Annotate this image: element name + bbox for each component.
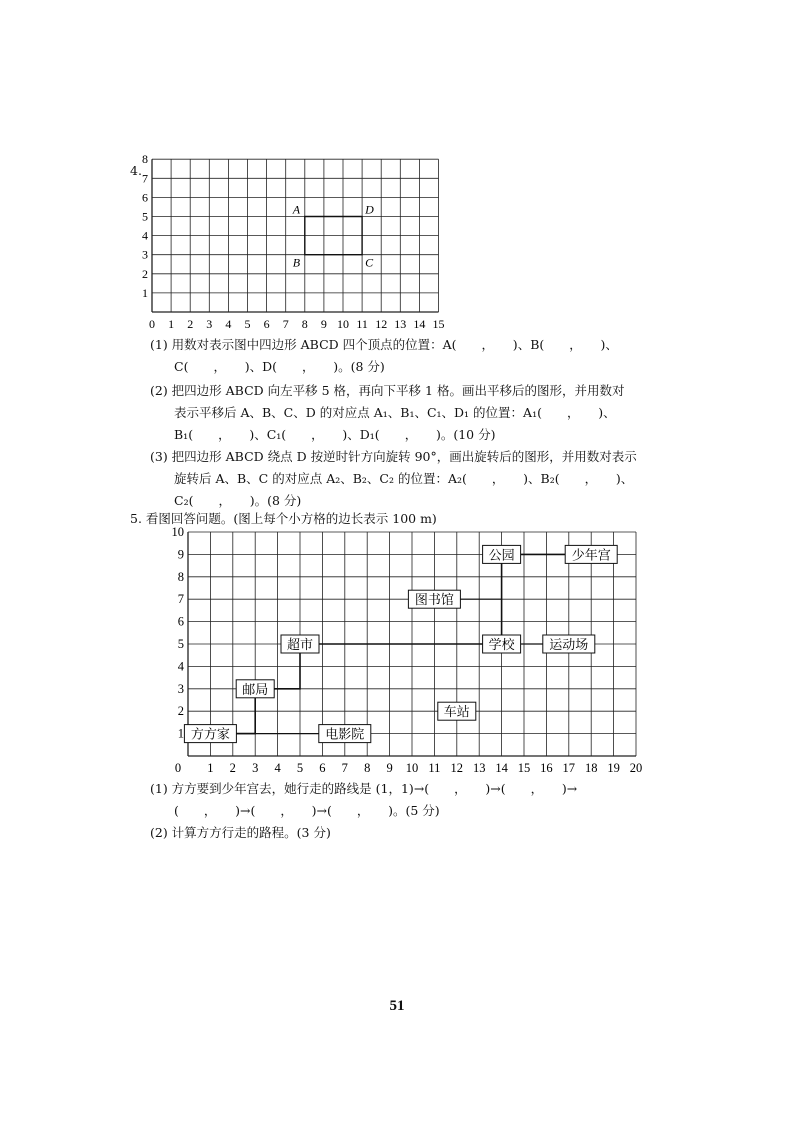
q5-x-tick: 2 (229, 761, 236, 775)
q4-y-tick: 8 (142, 152, 148, 167)
q4-y-tick: 5 (142, 209, 148, 224)
q5-x-tick: 15 (517, 761, 531, 775)
q5-y-tick: 9 (177, 547, 184, 562)
q4-x-tick: 2 (187, 317, 194, 331)
q5-x-tick: 14 (495, 761, 508, 775)
q5-x-tick: 18 (584, 761, 598, 775)
q4-number: 4. (130, 163, 142, 178)
q4-sub1-line1: (1) 用数对表示图中四边形 ABCD 四个顶点的位置：A( ， )、B( ， )、 (150, 337, 618, 352)
q5-x-tick: 6 (319, 761, 326, 775)
q4-y-tick: 7 (142, 171, 148, 186)
q5-x-tick: 11 (428, 761, 441, 775)
q5-place-label: 图书馆 (414, 592, 454, 608)
q5-x-tick: 20 (629, 761, 643, 775)
page-number: 51 (389, 998, 405, 1014)
q5-x-tick: 1 (207, 761, 214, 775)
q4-y-tick: 6 (142, 190, 148, 205)
q4-x-tick: 1 (168, 317, 175, 331)
q5-place-label: 公园 (488, 547, 515, 563)
q5-x-tick: 8 (364, 761, 371, 775)
q4-point-label: C (365, 255, 374, 270)
q5-place-label: 超市 (286, 637, 314, 652)
q5-sub1-line1: (1) 方方要到少年宫去，她行走的路线是 (1，1)→( ， )→( ， )→ (150, 781, 578, 796)
q5-sub1-line2: ( ， )→( ， )→( ， )。(5 分) (174, 803, 440, 818)
q5-y-tick: 8 (177, 569, 184, 584)
q4-x-tick: 4 (225, 317, 232, 331)
q5-place-label: 少年宫 (571, 547, 611, 563)
q5-x-tick: 10 (405, 761, 419, 775)
q4-x-tick: 12 (375, 317, 388, 331)
q5-title: 5. 看图回答问题。(图上每个小方格的边长表示 100 m) (130, 511, 437, 526)
q5-x-tick: 13 (472, 761, 486, 775)
q5-place-label: 电影院 (325, 726, 365, 742)
q5-x-tick: 9 (386, 761, 393, 775)
q5-map-grid (165, 525, 655, 778)
q4-y-tick: 2 (142, 266, 148, 281)
q5-y-tick: 1 (177, 726, 184, 741)
q5-y-tick: 10 (171, 525, 184, 539)
q4-x-tick: 6 (263, 317, 270, 331)
q5-x-tick: 12 (450, 761, 464, 775)
q4-sub2-line1: (2) 把四边形 ABCD 向左平移 5 格，再向下平移 1 格。画出平移后的图形，并用数对 (150, 383, 625, 398)
q5-place-label: 方方家 (190, 726, 230, 742)
q4-sub2-line2: 表示平移后 A、B、C、D 的对应点 A₁、B₁、C₁、D₁ 的位置：A₁( ， )、 (174, 405, 616, 420)
q4-x-tick: 11 (356, 317, 368, 331)
q5-place-label: 邮局 (242, 681, 269, 697)
q4-coordinate-grid (140, 152, 450, 340)
q5-y-tick: 3 (177, 681, 184, 696)
q4-point-label: D (365, 202, 374, 217)
q4-sub3-line3: C₂( ， )。(8 分) (174, 493, 302, 508)
q5-place-label: 运动场 (549, 637, 589, 652)
q4-x-tick: 0 (149, 317, 155, 331)
q5-place-label: 车站 (443, 704, 470, 720)
q4-x-tick: 14 (413, 317, 426, 331)
q4-point-label: B (292, 255, 301, 270)
q5-x-tick: 3 (252, 761, 259, 775)
q4-y-tick: 3 (142, 247, 148, 262)
q4-sub2-line3: B₁( ， )、C₁( ， )、D₁( ， )。(10 分) (174, 427, 496, 442)
q5-y-tick: 7 (177, 592, 184, 607)
q5-sub2: (2) 计算方方行走的路程。(3 分) (150, 825, 331, 840)
q4-x-tick: 9 (320, 317, 327, 331)
q5-x-tick: 19 (607, 761, 620, 775)
q4-y-tick: 1 (142, 285, 148, 300)
q5-y-tick: 6 (177, 614, 184, 629)
q4-sub1-line2: C( ， )、D( ， )。(8 分) (174, 359, 385, 374)
q5-place-label: 学校 (488, 637, 515, 652)
q4-x-tick: 5 (244, 317, 251, 331)
q4-x-tick: 8 (301, 317, 308, 331)
q4-x-tick: 7 (282, 317, 289, 331)
q5-x-tick: 16 (540, 761, 553, 775)
q5-x-tick: 5 (296, 761, 304, 775)
q4-point-label: A (292, 202, 301, 217)
q4-x-tick: 10 (337, 317, 349, 331)
q5-y-tick: 4 (177, 659, 184, 674)
q5-x-tick: 0 (174, 761, 182, 775)
q4-x-tick: 3 (206, 317, 213, 331)
q5-x-tick: 7 (341, 761, 348, 775)
q4-x-tick: 15 (432, 317, 445, 331)
q4-y-tick: 4 (142, 228, 148, 243)
q4-x-tick: 13 (394, 317, 407, 331)
q5-y-tick: 5 (177, 637, 184, 651)
q5-y-tick: 2 (177, 704, 184, 719)
q4-sub3-line1: (3) 把四边形 ABCD 绕点 D 按逆时针方向旋转 90°，画出旋转后的图形，并用数对表示 (150, 449, 637, 464)
q4-sub3-line2: 旋转后 A、B、C 的对应点 A₂、B₂、C₂ 的位置：A₂( ， )、B₂( ， )、 (174, 471, 634, 486)
q5-x-tick: 4 (274, 761, 281, 775)
q5-x-tick: 17 (562, 761, 576, 775)
